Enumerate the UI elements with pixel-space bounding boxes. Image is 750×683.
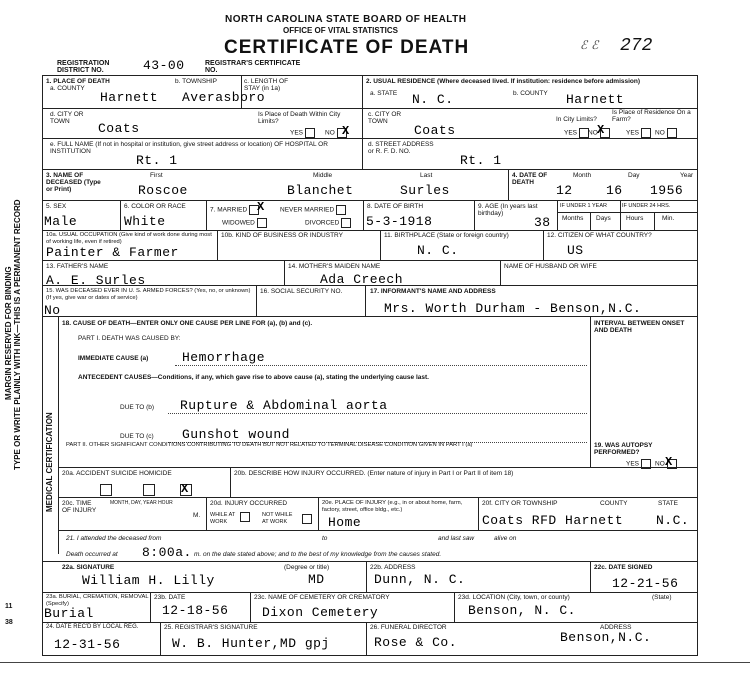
birthplace-label: 11. BIRTHPLACE (State or foreign country) bbox=[384, 232, 509, 239]
days-label: Days bbox=[596, 215, 611, 222]
divider bbox=[366, 622, 367, 655]
address-label: 22b. ADDRESS bbox=[370, 564, 416, 571]
autopsy-no-label: NO bbox=[655, 459, 677, 469]
alive-on-label: alive on bbox=[494, 535, 517, 542]
frame-right bbox=[697, 75, 698, 655]
board-heading: NORTH CAROLINA STATE BOARD OF HEALTH bbox=[225, 14, 467, 25]
funeral-dir-label: 26. FUNERAL DIRECTOR bbox=[370, 624, 447, 631]
antecedent-label: ANTECEDENT CAUSES—Conditions, if any, which gave rise to above cause (a), stating the underlying cause last. bbox=[78, 374, 429, 381]
state-paren-label: (State) bbox=[652, 594, 672, 601]
divider bbox=[160, 622, 161, 655]
never-married-label: NEVER MARRIED bbox=[280, 205, 346, 215]
death-year-value: 1956 bbox=[650, 183, 684, 198]
in-city-limits-label-2: In City Limits? bbox=[556, 116, 597, 123]
checkbox bbox=[341, 218, 351, 228]
not-while-checkbox bbox=[302, 514, 312, 524]
res-no-mark: X bbox=[597, 123, 605, 137]
funeral-address-value: Benson,N.C. bbox=[560, 630, 652, 645]
city-no-mark: X bbox=[342, 124, 350, 138]
sex-value: Male bbox=[44, 214, 78, 229]
divider bbox=[508, 169, 509, 200]
divider bbox=[365, 285, 366, 316]
year-label: Year bbox=[680, 172, 694, 179]
frame-left bbox=[42, 75, 43, 655]
month-label: Month bbox=[573, 172, 592, 179]
in-city-limits-label: Is Place of Death Within City Limits? bbox=[258, 111, 341, 125]
cause-c-value: Gunshot wound bbox=[182, 427, 290, 442]
occupation-label: 10a. USUAL OCCUPATION (Give kind of work done during most of working life, even if retired) bbox=[46, 232, 212, 245]
divider bbox=[150, 592, 151, 622]
registrar-cert-label: REGISTRAR'S CERTIFICATE NO. bbox=[205, 60, 301, 74]
divider bbox=[42, 561, 698, 562]
divider bbox=[217, 230, 218, 260]
page-edge-line bbox=[0, 662, 750, 663]
divider bbox=[474, 200, 475, 230]
divider bbox=[256, 285, 257, 316]
divider bbox=[42, 592, 698, 593]
physician-value: William H. Lilly bbox=[82, 573, 215, 588]
immediate-label: IMMEDIATE CAUSE (a) bbox=[78, 355, 149, 362]
day-label: Day bbox=[628, 172, 640, 179]
divider bbox=[363, 200, 364, 230]
city-township-label: 20f. CITY OR TOWNSHIP bbox=[482, 500, 558, 507]
kind-business-label: 10b. KIND OF BUSINESS OR INDUSTRY bbox=[221, 232, 343, 239]
divider bbox=[42, 200, 698, 201]
interval-label: INTERVAL BETWEEN ONSET AND DEATH bbox=[594, 320, 685, 334]
length-stay-label: c. LENGTH OF STAY (in 1a) bbox=[244, 78, 289, 92]
under-1yr-label: IF UNDER 1 YEAR bbox=[560, 203, 607, 209]
res-yes-label: YES bbox=[564, 128, 589, 138]
informant-value: Mrs. Worth Durham - Benson,N.C. bbox=[384, 301, 642, 316]
checkbox bbox=[641, 128, 651, 138]
autopsy-no-mark: X bbox=[665, 455, 673, 469]
checkbox bbox=[305, 128, 315, 138]
cause-b-value: Rupture & Abdominal aorta bbox=[180, 398, 388, 413]
divider bbox=[318, 497, 319, 530]
months-label: Months bbox=[562, 215, 584, 222]
office-heading: OFFICE OF VITAL STATISTICS bbox=[283, 26, 398, 35]
reg-district-label: REGISTRATION DISTRICT NO. bbox=[57, 60, 110, 74]
county-value: Harnett bbox=[100, 90, 159, 105]
divider bbox=[557, 200, 558, 230]
date-signed-value: 12-21-56 bbox=[612, 576, 679, 591]
armed-forces-label: 15. WAS DECEASED EVER IN U. S. ARMED FORCES? (Yes, no, or unknown) (If yes, give war or dates of service) bbox=[46, 288, 251, 301]
cemetery-label: 23c. NAME OF CEMETERY OR CREMATORY bbox=[254, 594, 390, 601]
margin-permanent-text: TYPE OR WRITE PLAINLY WITH INK—THIS IS A PERMANENT RECORD bbox=[13, 199, 22, 470]
birth-date-value: 5-3-1918 bbox=[366, 214, 433, 229]
township-label: b. TOWNSHIP bbox=[175, 78, 218, 85]
due-b-label: DUE TO (b) bbox=[120, 404, 155, 411]
city-label: d. CITY OR TOWN bbox=[50, 111, 84, 125]
medical-certification-label: MEDICAL CERTIFICATION bbox=[45, 412, 54, 512]
margin-number-11: 11 bbox=[5, 603, 13, 610]
res-county-value: Harnett bbox=[566, 92, 625, 107]
burial-value: Burial bbox=[44, 606, 94, 621]
burial-label: 23a. BURIAL, CREMATION, REMOVAL (Specify) bbox=[46, 594, 149, 607]
color-race-label: 6. COLOR OR RACE bbox=[124, 203, 186, 210]
mother-label: 14. MOTHER'S MAIDEN NAME bbox=[288, 263, 381, 270]
county-label-2: COUNTY bbox=[600, 500, 628, 507]
suicide-checkbox bbox=[143, 484, 155, 496]
divider bbox=[42, 169, 698, 170]
divider bbox=[590, 316, 591, 467]
date-birth-label: 8. DATE OF BIRTH bbox=[367, 203, 424, 210]
first-label: First bbox=[150, 172, 163, 179]
street-label: d. STREET ADDRESS or R. F. D. NO. bbox=[368, 141, 434, 155]
divorced-label: DIVORCED bbox=[305, 218, 351, 228]
date-recd-value: 12-31-56 bbox=[54, 637, 121, 652]
citizen-value: US bbox=[567, 243, 584, 258]
divider bbox=[478, 497, 479, 530]
divider bbox=[206, 200, 207, 230]
checkbox bbox=[667, 128, 677, 138]
due-c-label: DUE TO (c) bbox=[120, 433, 154, 440]
divider bbox=[620, 200, 621, 230]
date-signed-label: 22c. DATE SIGNED bbox=[594, 564, 653, 571]
divider bbox=[654, 212, 655, 230]
divider bbox=[366, 561, 367, 592]
res-state-value: N. C. bbox=[412, 92, 454, 107]
hospital-value: Rt. 1 bbox=[136, 153, 178, 168]
street-value: Rt. 1 bbox=[460, 153, 502, 168]
divider bbox=[42, 285, 698, 286]
location-value: Benson, N. C. bbox=[468, 603, 576, 618]
divider bbox=[454, 592, 455, 622]
age-value: 38 bbox=[534, 215, 551, 230]
divider bbox=[42, 622, 698, 623]
date-recd-label: 24. DATE REC'D BY LOCAL REG. bbox=[46, 624, 139, 630]
attended-label: 21. I attended the deceased from bbox=[66, 535, 162, 542]
death-occurred-2-label: m. on the date stated above; and to the best of my knowledge from the causes stated. bbox=[194, 551, 442, 558]
res-city-value: Coats bbox=[414, 123, 456, 138]
county-label: a. COUNTY bbox=[50, 85, 85, 92]
district-value: 43-00 bbox=[143, 58, 185, 73]
injury-state-value: N.C. bbox=[656, 513, 690, 528]
middle-name-value: Blanchet bbox=[287, 183, 354, 198]
divider bbox=[362, 75, 363, 169]
m-abbr-label: M. bbox=[193, 512, 201, 519]
father-label: 13. FATHER'S NAME bbox=[46, 263, 109, 270]
farm-no-label: NO bbox=[655, 128, 677, 138]
frame-bottom bbox=[42, 655, 698, 656]
first-name-value: Roscoe bbox=[138, 183, 188, 198]
place-injury-label: 20e. PLACE OF INJURY (e.g., in or about home, farm, factory, street, office bldg., etc.) bbox=[322, 500, 463, 513]
armed-value: No bbox=[44, 303, 61, 318]
city-value: Coats bbox=[98, 121, 140, 136]
phys-address-value: Dunn, N. C. bbox=[374, 572, 466, 587]
hospital-label: e. FULL NAME (If not in hospital or institution, give street address or location) OF HOSPITAL OR INSTITUTION bbox=[50, 141, 328, 155]
citizen-label: 12. CITIZEN OF WHAT COUNTRY? bbox=[547, 232, 652, 239]
city-yes-label: YES bbox=[290, 128, 315, 138]
registrar-value: W. B. Hunter,MD gpj bbox=[172, 636, 330, 651]
place-death-label: 1. PLACE OF DEATH bbox=[46, 78, 110, 85]
divider bbox=[120, 200, 121, 230]
occupation-value: Painter & Farmer bbox=[46, 245, 179, 260]
divider bbox=[58, 497, 697, 498]
divider bbox=[42, 138, 698, 139]
divider bbox=[42, 316, 698, 317]
husband-wife-label: NAME OF HUSBAND OR WIFE bbox=[504, 263, 597, 270]
divider bbox=[58, 316, 59, 554]
res-city-label: c. CITY OR TOWN bbox=[368, 111, 402, 125]
funeral-director-value: Rose & Co. bbox=[374, 635, 458, 650]
divider bbox=[230, 467, 231, 497]
divider bbox=[250, 592, 251, 622]
state-label-2: STATE bbox=[658, 500, 678, 507]
birthplace-value: N. C. bbox=[417, 243, 459, 258]
address-2-label: ADDRESS bbox=[600, 624, 632, 631]
res-no-label: NO bbox=[588, 128, 610, 138]
divider bbox=[58, 530, 697, 531]
divider bbox=[557, 212, 697, 213]
time-injury-label: 20c. TIME OF INJURY bbox=[62, 500, 97, 514]
part1-label: PART I. DEATH WAS CAUSED BY: bbox=[78, 335, 181, 342]
checkbox bbox=[257, 218, 267, 228]
cemetery-value: Dixon Cemetery bbox=[262, 605, 379, 620]
township-value: Averasboro bbox=[182, 90, 266, 105]
divider bbox=[58, 467, 697, 468]
cause-header-label: 18. CAUSE OF DEATH—ENTER ONLY ONE CAUSE PER LINE FOR (a), (b) and (c). bbox=[62, 320, 313, 327]
last-saw-label: and last saw bbox=[438, 535, 475, 542]
hours-label: Hours bbox=[626, 215, 644, 222]
usual-res-label: 2. USUAL RESIDENCE (Where deceased lived. If institution: residence before admission) bbox=[366, 78, 641, 85]
age-label: 9. AGE (In years last birthday) bbox=[478, 203, 538, 217]
death-month-value: 12 bbox=[556, 183, 573, 198]
degree-value: MD bbox=[308, 572, 325, 587]
res-county-label: b. COUNTY bbox=[513, 90, 548, 97]
margin-binding-text: MARGIN RESERVED FOR BINDING bbox=[4, 266, 13, 400]
part2-label: PART II. OTHER SIGNIFICANT CONDITIONS CONTRIBUTING TO DEATH BUT NOT RELATED TO TERMINAL DISEASE CONDITION GIVEN IN PART I (a) bbox=[66, 442, 473, 448]
min-label: Min. bbox=[662, 215, 675, 222]
injury-place-value: Home bbox=[328, 515, 362, 530]
state-label: a. STATE bbox=[370, 90, 398, 97]
registrar-sig-label: 25. REGISTRAR'S SIGNATURE bbox=[164, 624, 258, 631]
death-time-value: 8:00a. bbox=[142, 545, 192, 560]
informant-label: 17. INFORMANT'S NAME AND ADDRESS bbox=[370, 288, 496, 295]
father-value: A. E. Surles bbox=[46, 273, 146, 288]
homicide-mark: X bbox=[181, 482, 189, 496]
injury-occurred-label: 20d. INJURY OCCURRED bbox=[210, 500, 288, 507]
divider bbox=[590, 212, 591, 230]
ssn-label: 16. SOCIAL SECURITY NO. bbox=[260, 288, 343, 295]
autopsy-label: 19. WAS AUTOPSY PERFORMED? bbox=[594, 442, 653, 456]
sex-label: 5. SEX bbox=[46, 203, 67, 210]
attended-to-label: to bbox=[322, 535, 328, 542]
name-deceased-label: 3. NAME OF DECEASED (Type or Print) bbox=[46, 172, 101, 193]
divider bbox=[175, 365, 587, 366]
time-sub-label: MONTH, DAY, YEAR HOUR bbox=[110, 500, 173, 506]
widowed-label: WIDOWED bbox=[222, 218, 267, 228]
last-name-value: Surles bbox=[400, 183, 450, 198]
married-mark: X bbox=[257, 200, 265, 214]
divider bbox=[206, 497, 207, 530]
describe-injury-label: 20b. DESCRIBE HOW INJURY OCCURRED. (Enter nature of injury in Part I or Part II of item 18) bbox=[234, 470, 514, 477]
divider bbox=[168, 413, 587, 414]
certificate-number: 272 bbox=[620, 36, 653, 56]
divider bbox=[500, 260, 501, 285]
date-death-label: 4. DATE OF DEATH bbox=[512, 172, 548, 186]
cause-a-value: Hemorrhage bbox=[182, 350, 266, 365]
divider bbox=[543, 230, 544, 260]
married-label: 7. MARRIED bbox=[210, 205, 259, 215]
accident-checkbox bbox=[100, 484, 112, 496]
location-label: 23d. LOCATION (City, town, or county) bbox=[458, 594, 570, 601]
divider bbox=[42, 230, 698, 231]
farm-yes-label: YES bbox=[626, 128, 651, 138]
last-label: Last bbox=[420, 172, 433, 179]
on-farm-label: Is Place of Residence On a Farm? bbox=[612, 109, 691, 123]
city-no-label: NO bbox=[325, 128, 347, 138]
burial-date-label: 23b. DATE bbox=[154, 594, 186, 601]
divider bbox=[380, 230, 381, 260]
while-work-label: WHILE AT WORK bbox=[210, 512, 236, 525]
signature-label: 22a. SIGNATURE bbox=[62, 564, 115, 571]
race-value: White bbox=[124, 214, 166, 229]
divider bbox=[284, 260, 285, 285]
divider bbox=[42, 260, 698, 261]
divider bbox=[42, 108, 698, 109]
injury-city-value: Coats RFD Harnett bbox=[482, 513, 624, 528]
divider bbox=[590, 561, 591, 592]
page-title: CERTIFICATE OF DEATH bbox=[224, 37, 470, 58]
death-occurred-label: Death occurred at bbox=[66, 551, 118, 558]
not-while-label: NOT WHILE AT WORK bbox=[262, 512, 293, 525]
mother-value: Ada Creech bbox=[320, 272, 404, 287]
accident-label: 20a. ACCIDENT SUICIDE HOMICIDE bbox=[62, 470, 172, 477]
margin-number-38: 38 bbox=[5, 619, 13, 626]
death-day-value: 16 bbox=[606, 183, 623, 198]
checkbox bbox=[336, 205, 346, 215]
middle-label: Middle bbox=[313, 172, 333, 179]
autopsy-yes-label: YES bbox=[626, 459, 651, 469]
while-work-checkbox bbox=[240, 512, 250, 522]
frame-top bbox=[42, 75, 698, 76]
burial-date-value: 12-18-56 bbox=[162, 603, 229, 618]
stamp-mark: ℰ ℰ bbox=[580, 38, 599, 52]
under-24hr-label: IF UNDER 24 HRS. bbox=[622, 203, 671, 209]
degree-label: (Degree or title) bbox=[284, 564, 330, 571]
